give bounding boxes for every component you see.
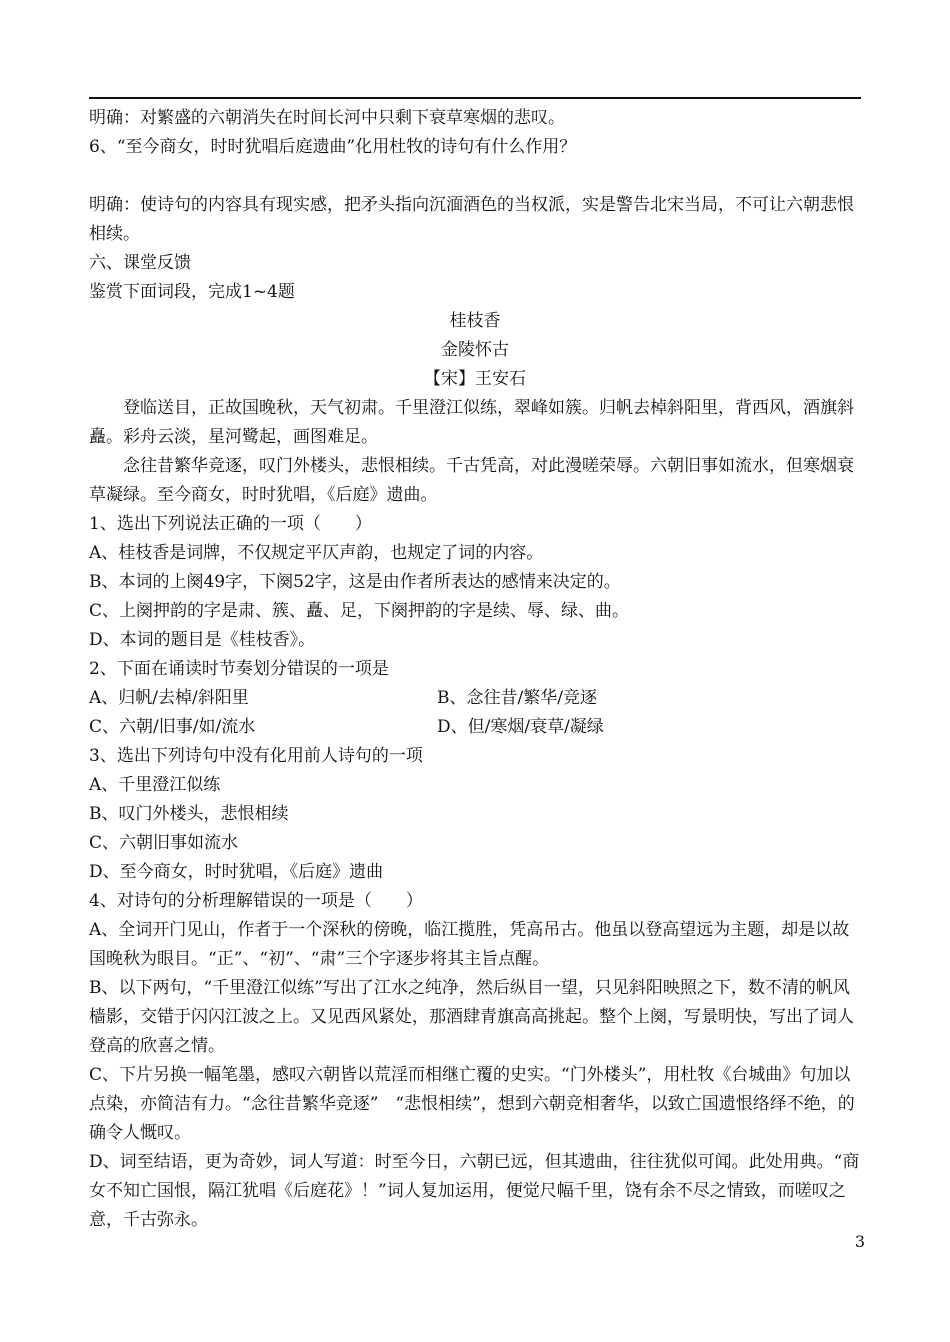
- option-c: C、下片另换一幅笔墨，感叹六朝皆以荒淫而相继亡覆的史实。“门外楼头”，用杜牧《台城曲》句加以点染，亦简洁有力。“念往昔繁华竞逐” “悲恨相续”，想到六朝竞相奢华，以致亡国遗恨络绎不绝，的确令人慨叹。: [89, 1065, 855, 1143]
- document-body: [89, 104, 861, 1235]
- answer-text: 明确：使诗句的内容具有现实感，把矛头指向沉湎酒色的当权派，实是警告北宋当局，不可让六朝悲恨相续。: [89, 195, 854, 244]
- option-d: D、但/寒烟/衰草/凝绿: [437, 717, 604, 737]
- blank-line: [89, 162, 861, 191]
- option-b: B、叹门外楼头，悲恨相续: [89, 804, 289, 824]
- poem-stanza: 登临送目，正故国晚秋，天气初肃。千里澄江似练，翠峰如簇。归帆去棹斜阳里，背西风，酒旗斜矗。彩舟云淡，星河鹭起，画图难足。: [89, 398, 854, 447]
- poem-stanza: 念往昔繁华竞逐，叹门外楼头，悲恨相续。千古凭高，对此漫嗟荣辱。六朝旧事如流水，但寒烟衰草凝绿。至今商女，时时犹唱，《后庭》遗曲。: [89, 456, 854, 505]
- poem-author: 【宋】王安石: [424, 369, 526, 389]
- answer-text: 明确：对繁盛的六朝消失在时间长河中只剩下衰草寒烟的悲叹。: [89, 108, 565, 128]
- option-a: A、归帆/去棹/斜阳里: [89, 688, 249, 708]
- option-b: B、本词的上阕49字，下阕52字，这是由作者所表达的感情来决定的。: [89, 572, 621, 592]
- question-stem: 3、选出下列诗句中没有化用前人诗句的一项: [89, 746, 423, 766]
- option-d: D、至今商女，时时犹唱，《后庭》遗曲: [89, 862, 384, 882]
- instruction-text: 鉴赏下面词段，完成1~4题: [89, 282, 295, 302]
- section-heading: 六、课堂反馈: [89, 253, 191, 273]
- option-b: B、念往昔/繁华/竞逐: [437, 688, 597, 708]
- header-rule: [89, 97, 861, 99]
- option-d: D、词至结语，更为奇妙，词人写道：时至今日，六朝已远，但其遗曲，往往犹似可闻。此处用典。“商女不知亡国恨，隔江犹唱《后庭花》！”词人复加运用，便觉尺幅千里，饶有余不尽之情致，而嗟叹之意，千古弥永。: [89, 1152, 860, 1230]
- page-number: 3: [854, 1232, 865, 1251]
- options-row: [89, 713, 861, 742]
- option-c: C、上阕押韵的字是肃、簇、矗、足，下阕押韵的字是续、辱、绿、曲。: [89, 601, 630, 621]
- poem-title: 桂枝香: [449, 311, 501, 331]
- option-c: C、六朝/旧事/如/流水: [89, 717, 256, 737]
- question-6: 6、“至今商女，时时犹唱后庭遗曲”化用杜牧的诗句有什么作用？: [89, 137, 577, 157]
- option-a: A、全词开门见山，作者于一个深秋的傍晚，临江揽胜，凭高吊古。他虽以登高望远为主题，却是以故国晚秋为眼目。“正”、“初”、“肃”三个字逐步将其主旨点醒。: [89, 920, 850, 969]
- poem-subtitle: 金陵怀古: [441, 340, 509, 360]
- option-a: A、千里澄江似练: [89, 775, 221, 795]
- option-d: D、本词的题目是《桂枝香》。: [89, 630, 316, 650]
- option-a: A、桂枝香是词牌，不仅规定平仄声韵，也规定了词的内容。: [89, 543, 544, 563]
- option-c: C、六朝旧事如流水: [89, 833, 239, 853]
- question-stem: 4、对诗句的分析理解错误的一项是（ ）: [89, 891, 423, 911]
- option-b: B、以下两句，“千里澄江似练”写出了江水之纯净，然后纵目一望，只见斜阳映照之下，数不清的帆风樯影，交错于闪闪江波之上。又见西风紧处，那酒肆青旗高高挑起。整个上阕，写景明快，写出了词人登高的欣喜之情。: [89, 978, 854, 1056]
- options-row: [89, 684, 861, 713]
- question-stem: 1、选出下列说法正确的一项（ ）: [89, 514, 372, 534]
- question-stem: 2、下面在诵读时节奏划分错误的一项是: [89, 659, 389, 679]
